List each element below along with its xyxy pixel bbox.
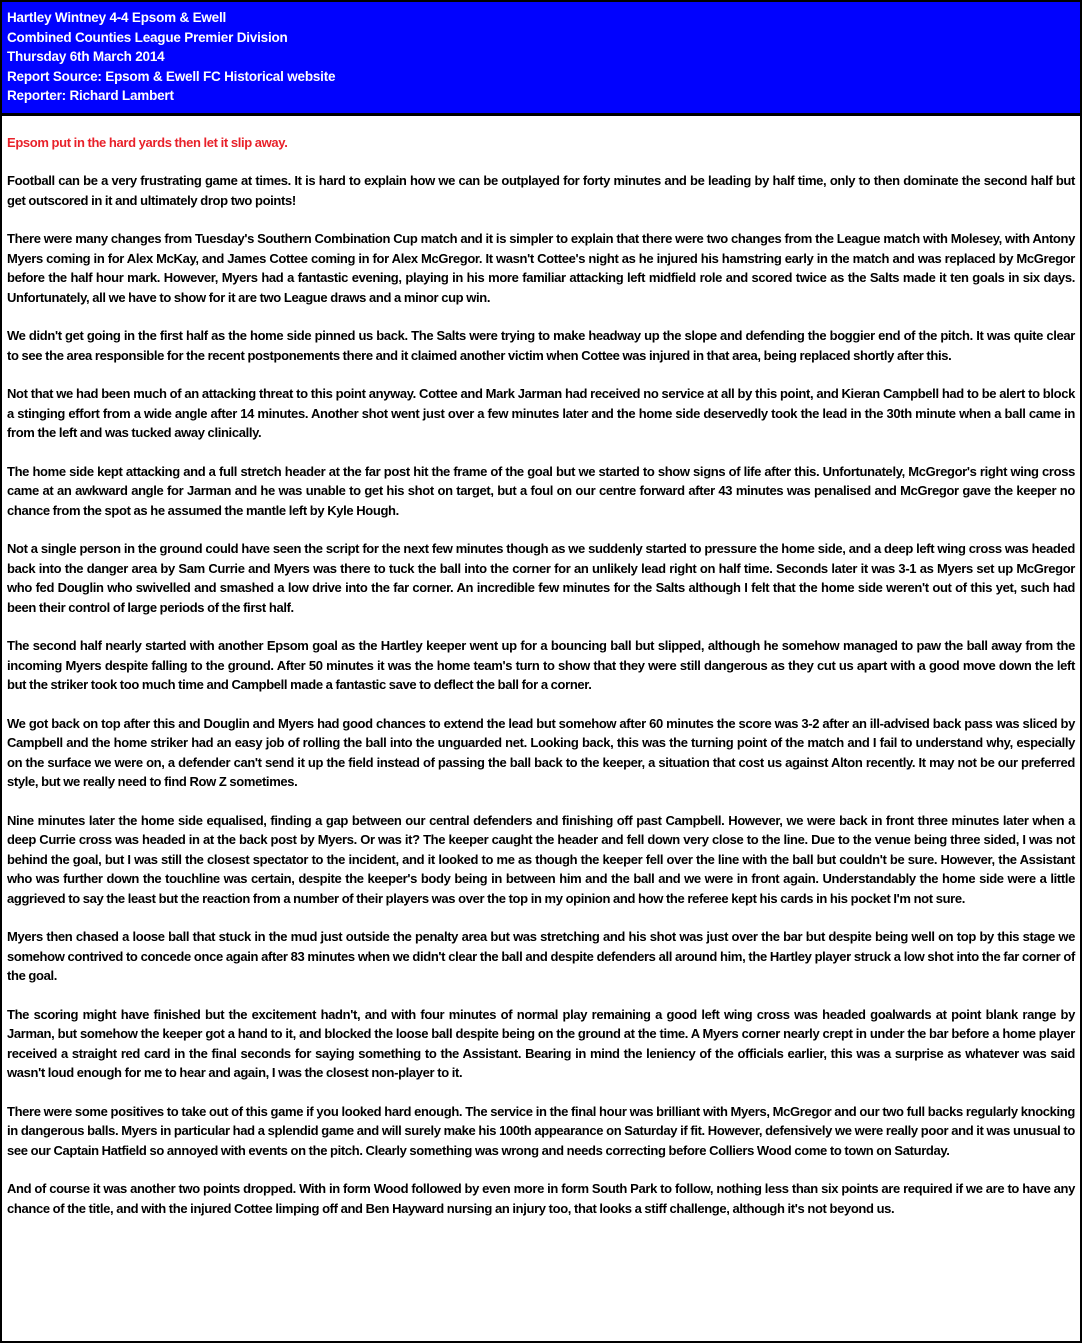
report-headline: Epsom put in the hard yards then let it slip away. [7, 134, 288, 150]
report-paragraph: There were many changes from Tuesday's Southern Combination Cup match and it is simpler to explain that there were two changes from the League match with Molesey, with Antony Myers coming in for Alex McKay, and James Cottee coming in for Alex McGregor. It wasn't Cottee's night as he injured his hamstring early in the match and was replaced by McGregor before the half hour mark. However, Myers had a fantastic evening, playing in his more familiar attacking left midfield role and scored twice as the Salts made it ten goals in six days. Unfortunately, all we have to show for it are two League draws and a minor cup win. [7, 231, 1075, 305]
report-paragraph: Not a single person in the ground could have seen the script for the next few minutes though as we suddenly started to pressure the home side, and a deep left wing cross was headed back into the danger area by Sam Currie and Myers was there to tuck the ball into the corner for an unlikely lead right on half time. Seconds later it was 3-1 as Myers set up McGregor who fed Douglin who swivelled and smashed a low drive into the far corner. An incredible few minutes for the Salts although I felt that the home side weren't out of this yet, such had been their control of large periods of the first half. [7, 541, 1075, 615]
report-paragraph: Not that we had been much of an attacking threat to this point anyway. Cottee and Mark Jarman had received no service at all by this point, and Kieran Campbell had to be alert to block a stinging effort from a wide angle after 14 minutes. Another shot went just over a few minutes later and the home side deservedly took the lead in the 30th minute when a ball came in from the left and was tucked away clinically. [7, 386, 1075, 440]
report-paragraph: And of course it was another two points dropped. With in form Wood followed by even more in form South Park to follow, nothing less than six points are required if we are to have any chance of the title, and with the injured Cottee limping off and Ben Hayward nursing an injury too, that looks a stiff challenge, although it's not beyond us. [7, 1181, 1075, 1216]
match-title: Hartley Wintney 4-4 Epsom & Ewell [7, 10, 227, 25]
match-date: Thursday 6th March 2014 [7, 49, 165, 64]
report-paragraph: Myers then chased a loose ball that stuck in the mud just outside the penalty area but was stretching and his shot was just over the bar but despite being well on top by this stage we somehow contrived to concede once again after 83 minutes when we didn't clear the ball and despite defenders all around him, the Hartley player struck a low shot into the far corner of the goal. [7, 929, 1075, 983]
report-body [2, 116, 1080, 1219]
report-source: Report Source: Epsom & Ewell FC Historical website [7, 68, 336, 84]
report-paragraph: Nine minutes later the home side equalised, finding a gap between our central defenders and finishing off past Campbell. However, we were back in front three minutes later when a deep Currie cross was headed in at the back post by Myers. Or was it? The keeper caught the header and fell down very close to the line. Due to the venue being three sided, I was not behind the goal, but I was still the closest spectator to the incident, and it looked to me as though the keeper fell over the line with the ball but couldn't be sure. However, the Assistant who was further down the touchline was certain, despite the keeper's body being in between him and the ball and we were in front again. Understandably the home side were a little aggrieved to say the least but the reaction from a number of their players was over the top in my opinion and how the referee kept his cards in his pocket I'm not sure. [7, 812, 1075, 906]
league-name: Combined Counties League Premier Division [7, 29, 288, 45]
report-paragraph: The second half nearly started with another Epsom goal as the Hartley keeper went up for a bouncing ball but slipped, although he somehow managed to paw the ball away from the incoming Myers despite falling to the ground. After 50 minutes it was the home team's turn to show that they were still dangerous as they cut us apart with a good move down the left but the striker took too much time and Campbell made a fantastic save to deflect the ball for a corner. [7, 638, 1075, 692]
report-paragraph: The scoring might have finished but the excitement hadn't, and with four minutes of normal play remaining a good left wing cross was headed goalwards at point blank range by Jarman, but somehow the keeper got a hand to it, and blocked the loose ball despite being on the ground at the time. A Myers corner nearly crept in under the bar before a home player received a straight red card in the final seconds for saying something to the Assistant. Bearing in mind the leniency of the officials earlier, this was a surprise as whatever was said wasn't loud enough for me to hear and again, I was the closest non-player to it. [7, 1006, 1075, 1080]
report-paragraph: We got back on top after this and Douglin and Myers had good chances to extend the lead but somehow after 60 minutes the score was 3-2 after an ill-advised back pass was sliced by Campbell and the home striker had an easy job of rolling the ball into the unguarded net. Looking back, this was the turning point of the match and I fail to understand why, especially on the surface we were on, a defender can't send it up the field instead of passing the ball back to the keeper, a situation that cost us against Alton recently. It may not be our preferred style, but we really need to find Row Z sometimes. [7, 715, 1075, 789]
reporter-name: Reporter: Richard Lambert [7, 88, 174, 103]
report-paragraph: There were some positives to take out of this game if you looked hard enough. The service in the final hour was brilliant with Myers, McGregor and our two full backs regularly knocking in dangerous balls. Myers in particular had a splendid game and will surely make his 100th appearance on Saturday if fit. However, defensively we were really poor and it was unusual to see our Captain Hatfield so annoyed with events on the pitch. Clearly something was wrong and needs correcting before Colliers Wood come to town on Saturday. [7, 1103, 1075, 1158]
report-paragraph: The home side kept attacking and a full stretch header at the far post hit the frame of the goal but we started to show signs of life after this. Unfortunately, McGregor's right wing cross came at an awkward angle for Jarman and he was unable to get his shot on target, but a foul on our centre forward after 43 minutes was penalised and McGregor gave the keeper no chance from the spot as he assumed the mantle left by Kyle Hough. [7, 463, 1075, 518]
report-paragraph: We didn't get going in the first half as the home side pinned us back. The Salts were trying to make headway up the slope and defending the boggier end of the pitch. It was quite clear to see the area responsible for the recent postponements there and it claimed another victim when Cottee was injured in that area, being replaced shortly after this. [7, 328, 1075, 363]
report-paragraph: Football can be a very frustrating game at times. It is hard to explain how we can be outplayed for forty minutes and be leading by half time, only to then dominate the second half but get outscored in it and ultimately drop two points! [7, 173, 1075, 208]
match-report-header [2, 2, 1080, 116]
